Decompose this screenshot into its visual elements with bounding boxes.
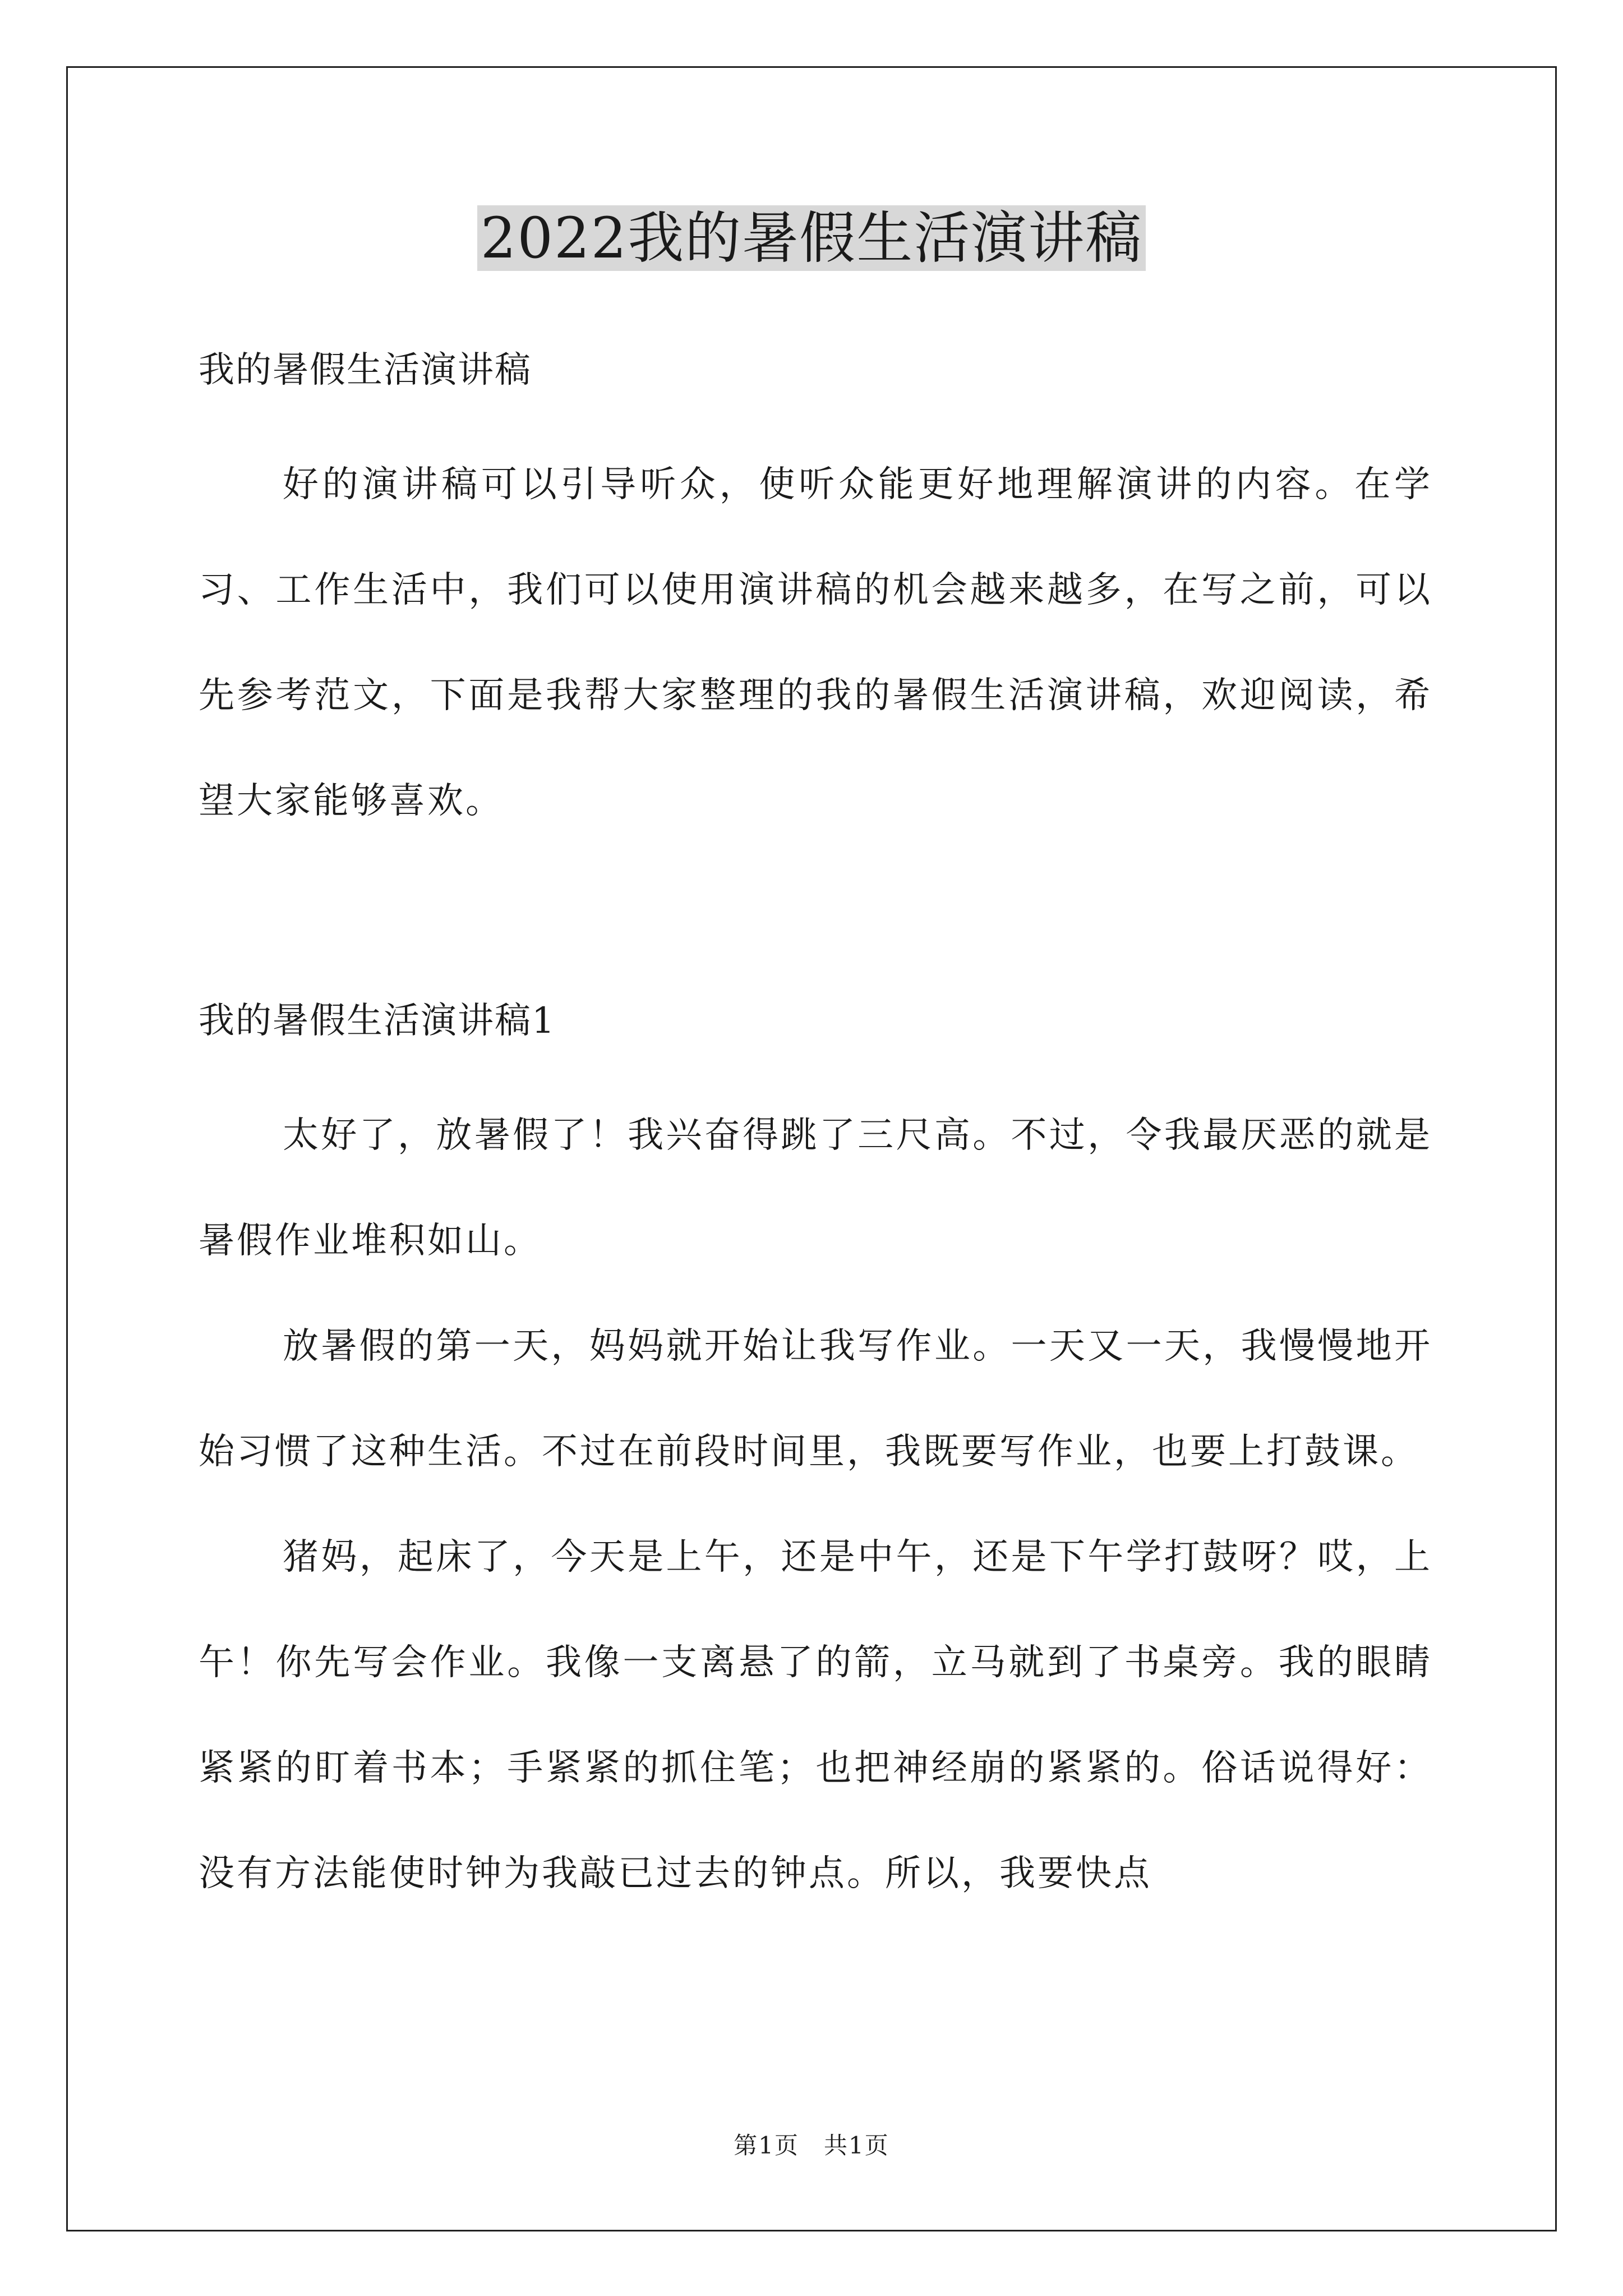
page-footer: 第1页 共1页 (734, 2132, 889, 2159)
document-title-text: 2022我的暑假生活演讲稿 (477, 205, 1146, 271)
section-heading: 我的暑假生活演讲稿1 (199, 1000, 556, 1042)
intro-paragraph: 好的演讲稿可以引导听众，使听众能更好地理解演讲的内容。在学习、工作生活中，我们可以使用演讲稿的机会越来越多，在写之前，可以先参考范文，下面是我帮大家整理的我的暑假生活演讲稿，欢迎阅读，希望大家能够喜欢。 (199, 464, 1432, 822)
section-body (199, 1083, 1432, 1926)
body-paragraph-2: 放暑假的第一天，妈妈就开始让我写作业。一天又一天，我慢慢地开始习惯了这种生活。不过在前段时间里，我既要写作业，也要上打鼓课。 (199, 1326, 1432, 1473)
body-paragraph-3: 猪妈，起床了，今天是上午，还是中午，还是下午学打鼓呀？哎，上午！你先写会作业。我像一支离悬了的箭，立马就到了书桌旁。我的眼睛紧紧的盯着书本；手紧紧的抓住笔；也把神经崩的紧紧的。俗话说得好：没有方法能使时钟为我敲已过去的钟点。所以，我要快点 (199, 1536, 1432, 1894)
body-paragraph-1: 太好了，放暑假了！我兴奋得跳了三尺高。不过，令我最厌恶的就是暑假作业堆积如山。 (199, 1115, 1432, 1262)
intro-block (199, 432, 1432, 854)
intro-heading: 我的暑假生活演讲稿 (199, 349, 532, 391)
document-title (0, 199, 1623, 278)
